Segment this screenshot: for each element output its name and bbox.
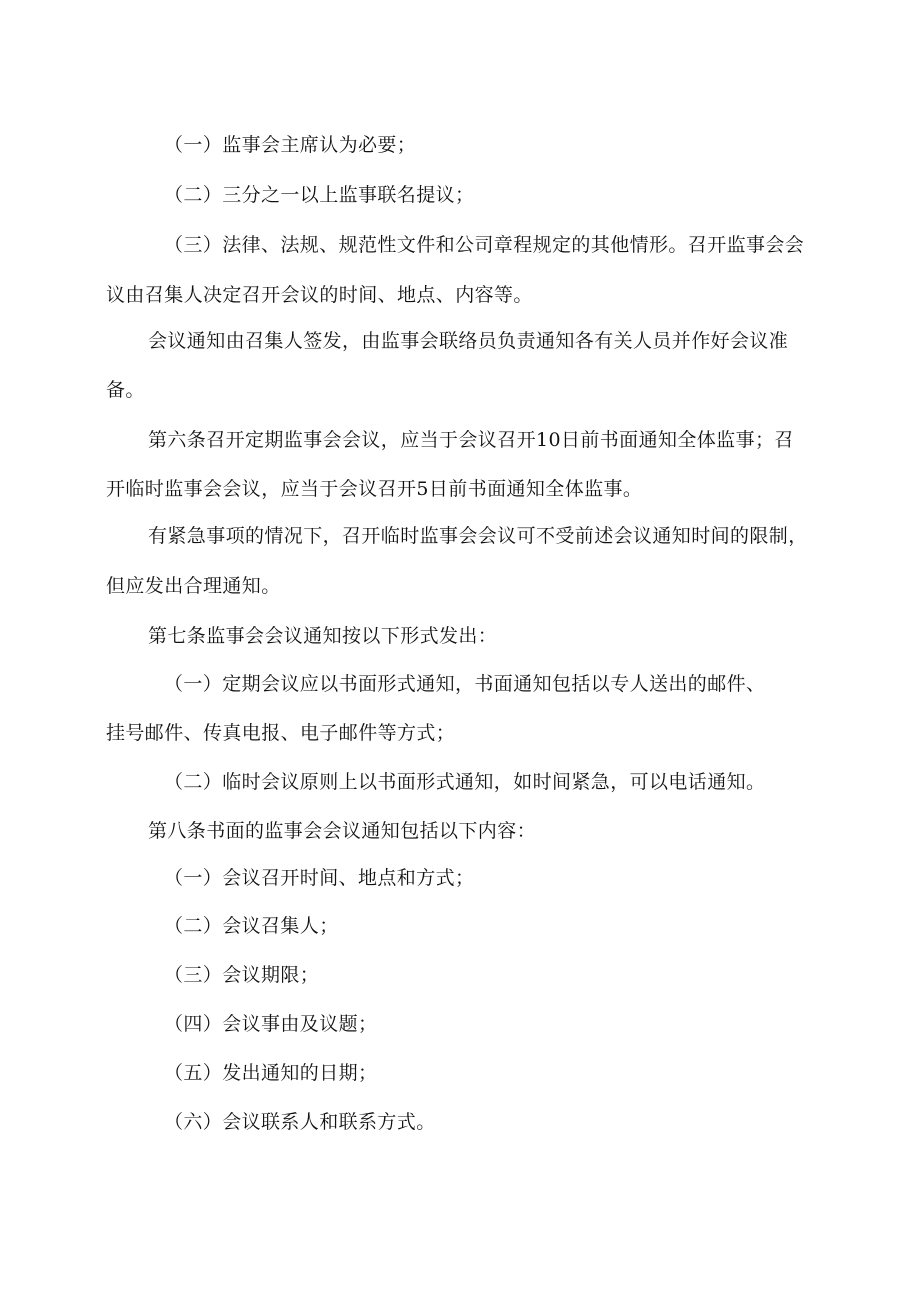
paragraph-notice-issuance: 会议通知由召集人签发，由监事会联络员负责通知各有关人员并作好会议准 bbox=[148, 330, 789, 352]
list-item-duration: （三）会议期限； bbox=[164, 964, 320, 986]
list-item-agenda: （四）会议事由及议题； bbox=[164, 1013, 378, 1035]
list-item-convener: （二）会议召集人； bbox=[164, 915, 339, 937]
article-eight-heading: 第八条书面的监事会会议通知包括以下内容： bbox=[148, 820, 537, 842]
list-item-time-place-method: （一）会议召开时间、地点和方式； bbox=[164, 867, 475, 889]
list-item-contact: （六）会议联系人和联系方式。 bbox=[164, 1111, 436, 1133]
list-item-chairman-necessary: （一）监事会主席认为必要； bbox=[164, 134, 417, 156]
paragraph-line-continuation: 议由召集人决定召开会议的时间、地点、内容等。 bbox=[106, 284, 533, 306]
paragraph-line-continuation: 备。 bbox=[106, 379, 145, 401]
list-item-temporary-meeting-notice: （二）临时会议原则上以书面形式通知，如时间紧急，可以电话通知。 bbox=[164, 771, 766, 793]
paragraph-line-continuation: 挂号邮件、传真电报、电子邮件等方式； bbox=[106, 722, 456, 744]
article-six-heading-line: 第六条召开定期监事会会议，应当于会议召开10日前书面通知全体监事；召 bbox=[148, 429, 794, 451]
list-item-other-circumstances: （三）法律、法规、规范性文件和公司章程规定的其他情形。召开监事会会 bbox=[164, 234, 805, 256]
list-item-notice-date: （五）发出通知的日期； bbox=[164, 1062, 378, 1084]
paragraph-urgent-matters: 有紧急事项的情况下，召开临时监事会会议可不受前述会议通知时间的限制， bbox=[148, 525, 808, 547]
article-seven-heading: 第七条监事会会议通知按以下形式发出： bbox=[148, 625, 498, 647]
list-item-regular-meeting-notice: （一）定期会议应以书面形式通知，书面通知包括以专人送出的邮件、 bbox=[164, 673, 766, 695]
paragraph-line-continuation: 但应发出合理通知。 bbox=[106, 575, 281, 597]
paragraph-line-continuation: 开临时监事会会议，应当于会议召开5日前书面通知全体监事。 bbox=[106, 478, 643, 500]
list-item-one-third-supervisors: （二）三分之一以上监事联名提议； bbox=[164, 184, 475, 206]
